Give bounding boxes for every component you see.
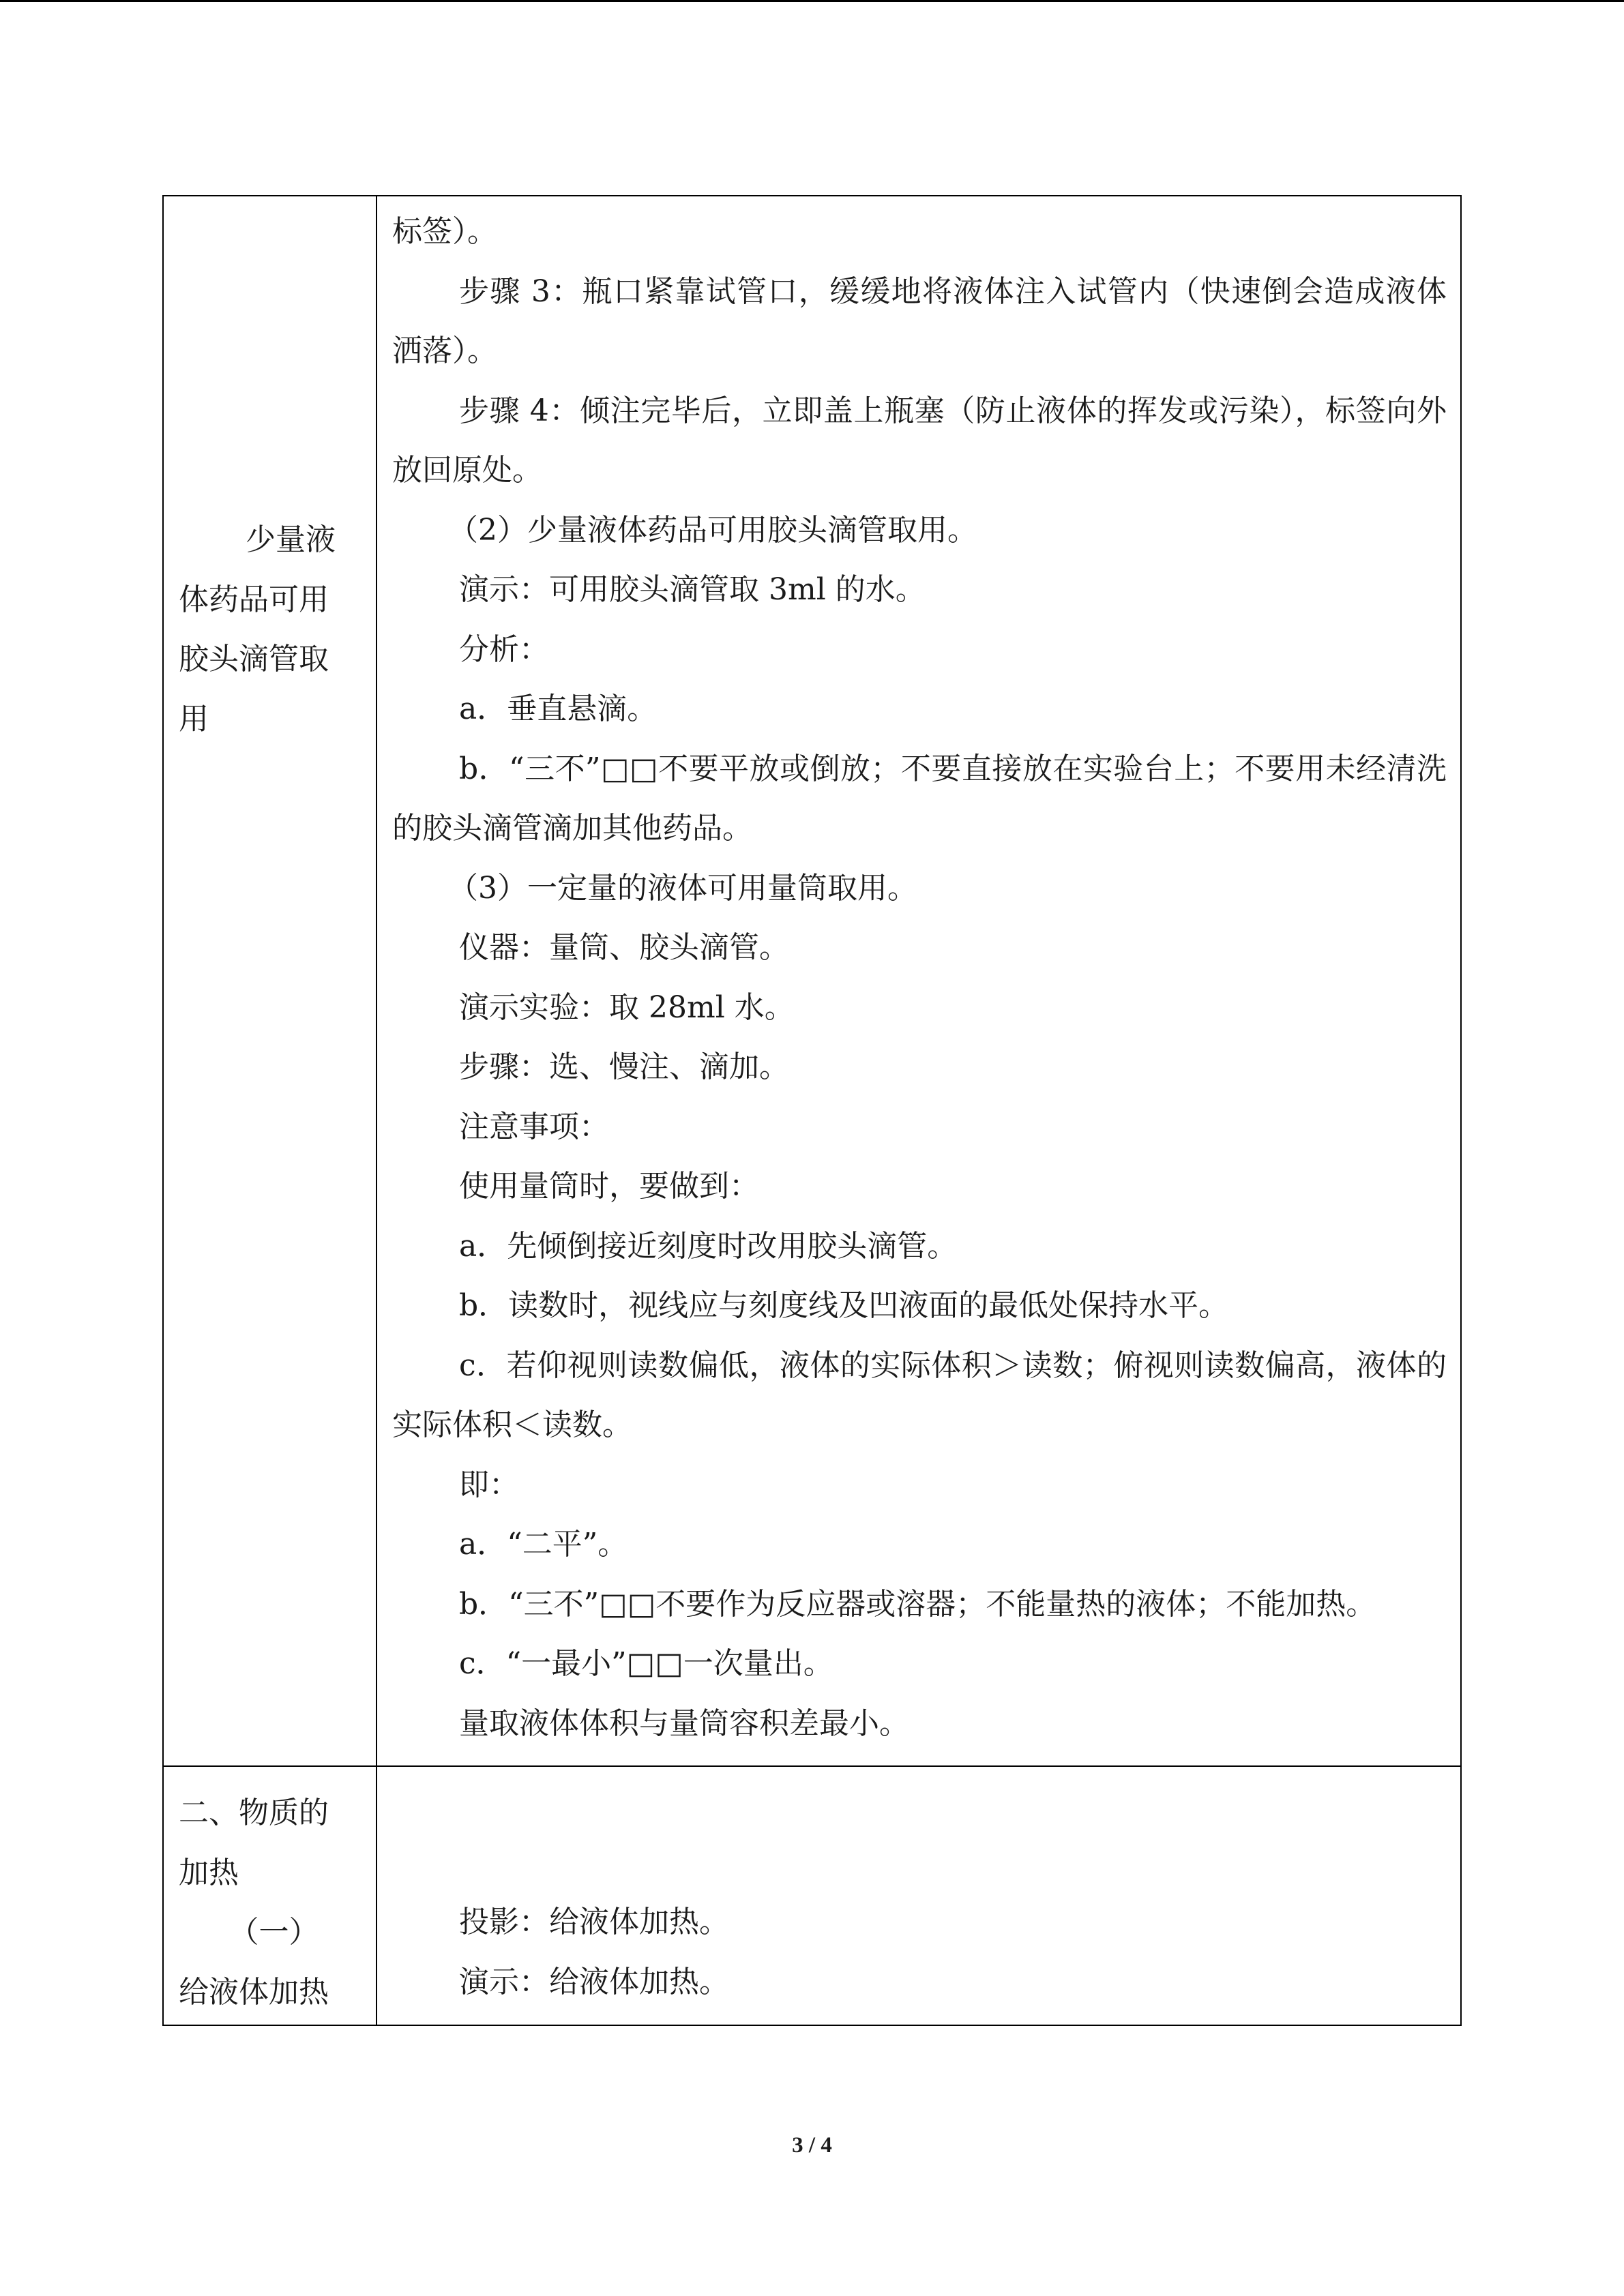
paragraph: c．若仰视则读数偏低，液体的实际体积＞读数；俯视则读数偏高，液体的实际体积＜读数。: [392, 1347, 1447, 1442]
topic-line: 用: [179, 701, 209, 736]
paragraph: c．“一最小”□□一次量出。: [459, 1646, 833, 1681]
paragraph: 步骤：选、慢注、滴加。: [459, 1049, 789, 1084]
paragraph: b．读数时，视线应与刻度线及凹液面的最低处保持水平。: [459, 1288, 1229, 1323]
table-row-heating: [163, 1766, 1461, 2025]
paragraph: 分析：: [459, 631, 549, 667]
paragraph: （3）一定量的液体可用量筒取用。: [448, 870, 917, 906]
paragraph: 演示：可用胶头滴管取 3ml 的水。: [459, 572, 926, 607]
table-row-liquid-dropper: [163, 196, 1461, 1766]
topic-label: [164, 1767, 376, 2025]
paragraph: 使用量筒时，要做到：: [459, 1169, 759, 1204]
page-number: 3 / 4: [792, 2133, 832, 2158]
topic-line: 加热: [179, 1855, 239, 1890]
paragraph: 仪器：量筒、胶头滴管。: [459, 930, 789, 965]
content-cell: [377, 196, 1461, 1766]
topic-line: 二、物质的: [179, 1795, 329, 1830]
paragraph: 步骤 3：瓶口紧靠试管口，缓缓地将液体注入试管内（快速倒会造成液体洒落）。: [392, 273, 1447, 368]
topic-cell: [163, 1766, 377, 2025]
content-cell: [377, 1766, 1461, 2025]
paragraph: a．垂直悬滴。: [459, 691, 658, 726]
topic-line: 给液体加热: [179, 1974, 329, 2010]
paragraph: 演示：给液体加热。: [459, 1964, 729, 1999]
paragraph: 注意事项：: [459, 1109, 609, 1144]
paragraph: 量取液体体积与量筒容积差最小。: [459, 1705, 909, 1741]
topic-cell: [163, 196, 377, 1766]
topic-line: 少量液: [246, 522, 336, 557]
paragraph: 即：: [459, 1467, 519, 1502]
paragraph: a．先倾倒接近刻度时改用胶头滴管。: [459, 1228, 958, 1264]
page-top-border: [0, 0, 1624, 2]
topic-line: 体药品可用: [179, 582, 329, 617]
paragraph: 步骤 4：倾注完毕后，立即盖上瓶塞（防止液体的挥发或污染），标签向外放回原处。: [392, 393, 1447, 488]
topic-line: 胶头滴管取: [179, 642, 329, 676]
lesson-table: [162, 195, 1462, 2026]
paragraph: b．“三不”□□不要作为反应器或溶器；不能量热的液体；不能加热。: [459, 1586, 1376, 1622]
paragraph: 投影：给液体加热。: [459, 1905, 729, 1939]
paragraph: （2）少量液体药品可用胶头滴管取用。: [448, 512, 977, 548]
content-body: [377, 196, 1460, 1765]
topic-line: （一）: [228, 1915, 319, 1950]
paragraph: a．“二平”。: [459, 1527, 628, 1562]
paragraph: b．“三不”□□不要平放或倒放；不要直接放在实验台上；不要用未经清洗的胶头滴管滴加其他药品。: [392, 751, 1447, 846]
paragraph: 标签）。: [392, 214, 497, 249]
content-body: [377, 1767, 1460, 2016]
topic-label: [164, 196, 376, 749]
paragraph: 演示实验：取 28ml 水。: [459, 989, 795, 1025]
